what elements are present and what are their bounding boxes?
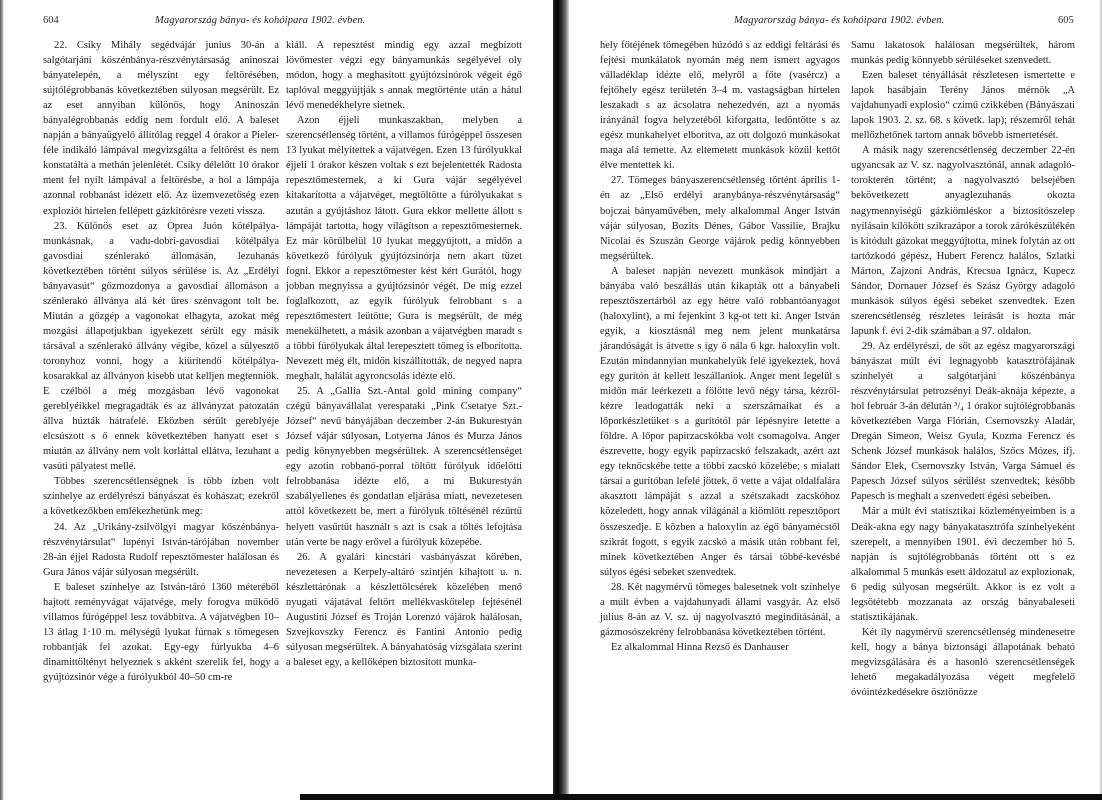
paragraph: Többes szerencsétlenségnek is több ízben volt színhelye az erdélyrészi bányászat és kohászat; ezekről a következőkben emlékezhetünk meg:: [43, 476, 279, 518]
paragraph: 25. A „Gallia Szt.-Antal gold mining company“ czégű bányavállalat verespataki „Pink Csetatye Szt.-József“ nevű bányájában deczember 2-án Bukurestyán József vájár súlyosan, Lotyerna János és Murza János pedig könynyebben megsérültek. A szerencsétlenséget egy azotin robbanó-porral töltött fúrólyuk időelőtti felrobbanása idézte elő, a mi Bukurestyán szabályellenes és gondatlan eljárása miatt, nevezetesen attól következett be, mert a fúrólyuk töltésénél rézűrtű helyett vasűrtűt használt s azt is csak a töltés lefojtása után verte be nagy erővel a fúrólyuk közepébe.: [286, 386, 522, 548]
paragraph: 23. Különös eset az Oprea Juón kötélpálya-munkásnak, a vadu-dobri-gavosdiai kötélpálya gavosdiai szénlerakó állomásán, lezuhanás következtében történt súlyos sérülése is. Az „Erdélyi bányavasút“ gőzmozdonya a gavosdiai állomáson a szénlerakó állványa alá két üres szénvagont tolt be. Miután a gőzgép a vagonokat elhagyta, azokat még mozgási állapotjukban igyekezett sérült egy másik társával a szénlerakó állvány végibe, közel a sülyesztő toronyhoz vonni, hogy a kiürítendő kötélpálya-kosarakkal az állványon kisebb utat kelljen megtenniök. E czélból a még mozgásban lévő vagonokat gereblyéikkel megragadták és az állványzat patozatán állva húzták hátrafelé. Eközben sérült gereblyéje elcsúszott s ő ennek következtében hanyatt eset s miután az állvány nem volt korláttal ellátva, lezuhant a vasúti pályatest mellé.: [43, 220, 279, 473]
paragraph: 29. Az erdélyrészi, de sőt az egész magyarországi bányászat múlt évi legnagyobb katasztrófájának színhelyét a salgótarjáni kőszénbánya részvénytársulat petrozsényi Deák-aknája képezte, a hol február 3-án délután ³/₄ 1 órakor sujtólégrobbanás következtében Varga Flórián, Csernovszky Aladár, Dregán Simeon, Weisz Gyula, Kozma Ferencz és Schenk József munkások halálos, Szőcs Mózes, ifj. Sándor Elek, Csernovszky István, Varga Sámuel és Papesch József súlyos sérülést szenvedtek; később Papesch is meghalt a szenvedett égési sebeiben.: [851, 340, 1075, 503]
running-head: Magyarország bánya- és kohóipara 1902. évben.: [155, 15, 366, 26]
page-605: [569, 0, 1102, 800]
book-spine-gutter: [553, 0, 569, 800]
text-column-right: [851, 38, 1075, 700]
paragraph: Azon éjjeli munkaszakban, melyben a szerencsétlenség történt, a villamos fúrógéppel összesen 13 lyukat mélyítettek a vájatvégen. Ezen 13 fúrólyukkal éjjeli 1 órakor készen voltak s ezt bejelentették Radosta repesztőmesternek, a ki Gura vájár segélyével kitakarította a vájatvéget, megtöltötte a fúrólyukakat s azután a gyújtáshoz látott. Gura ekkor mellette állott s lámpáját tartotta, hogy világítson a repesztőmesternek. Ez már körülbelül 10 lyukat meggyújtott, a midőn a következő fúrólyuk gyújtózsinórja nem akart tüzet fogni. Ekkor a repesztőmester kést kért Gurától, hogy jobban megnyissa a gyújtózsinór végét. De míg ezzel foglalkozott, az egyik fúrólyuk felrobbant s a repesztőmestert leütötte; Gura is megsérült, de még menekülhetett, a másik azonban a vájatvégben maradt s a többi fúrólyukak által lerepesztett tömeg is elborította. Nevezett még élt, midőn kiszállították, de negyed napra meghalt, halálát agyroncsolás idézte elő.: [286, 115, 522, 383]
text-column-right: [286, 38, 522, 670]
running-head: Magyarország bánya- és kohóipara 1902. évben.: [734, 15, 945, 26]
text-column-left: [43, 38, 279, 685]
paragraph: Ezen baleset tényállását részletesen ismertette e lapok hasábjain Terény János mérnök „A vajdahunyadi explosio“ czímű czikkében (Bányászati lapok 1903. 2. sz. 68. s követk. lap); részemről tehát mellőzhetőnek tartom annak bővebb ismertetését.: [851, 70, 1075, 142]
paragraph: Ez alkalommal Hinna Rezső és Danhauser: [611, 641, 789, 653]
paragraph: A másik nagy szerencsétlenség deczember 22-én ugyancsak az V. sz. nagyolvasztónál, annak adagoló-torokterén történt; a nagyolvasztó belsejében bekövetkezett anyaglezuhanás okozta nagymennyiségű gázkiömléskor a biztosítószelep nyílásain kilökött szikrazápor a torok zárókészülékén is kitódult gázokat meggyújtotta, minek folytán az ott tartózkodó gépész, Hubert Ferencz halálos, Szlatki Márton, Zajzoni András, Krecsua Ignácz, Kupecz Sándor, Dornauer József és Szász György adagoló munkások súlyos égési sebeket szenvedtek. Ezen szerencsétlenség részletes leírását is hozta már lapunk f. évi 2-dik számában a 97. oldalon.: [851, 145, 1075, 337]
paragraph: Samu lakatosok halálosan megsérültek, három munkás pedig könnyebb sérüléseket szenvedett.: [851, 40, 1075, 67]
paragraph: 27. Tömeges bányaszerencsétlenség történt április 1-én az „Első erdélyi aranybánya-részvénytársaság“ bojczai bányaművében, mely alkalommal Anger István vájár súlyosan, Bozits Dénes, Gábor Vassilie, Brajku Nicolai és Szuszán George vájárok pedig könnyebben megsérültek.: [600, 175, 840, 262]
paragraph: Már a múlt évi statisztikai közleményeimben is a Deák-akna egy nagy bányakatasztrófa színhelyeként szerepelt, a mennyiben 1901. évi deczember hó 5. napján is sujtólégrobbanás történt ott s ez alkalommal 5 munkás esett áldozatul az explozionak, 6 pedig súlyosan megsérült. Akkor is ez volt a legsötétebb mozzanata az ország bányabaleseti statisztikájának.: [851, 506, 1075, 623]
page-edge-shadow-bottom: [300, 794, 1102, 800]
paragraph: kiáll. A repesztést mindig egy azzal megbízott lövőmester végzi egy bányamunkás segélyével oly módon, hogy a meghasított gyújtózsinórok végeit égő taplóval meggyújtják s annak megtörténte után a hátul lévő menedékhelyre sietnek.: [286, 40, 522, 112]
paragraph: 24. Az „Urikány-zsilvölgyi magyar kőszénbánya-részvénytársulat“ lupényi István-tárójában november 28-án éjjel Radosta Rudolf repesztőmester halálosan és Gura János vájár súlyosan megsérült.: [43, 521, 279, 578]
paragraph: E baleset színhelye az István-táró 1360 méteréből hajtott reményvágat vájatvége, mely forogva működő villamos fúrógéppel lesz továbbítva. A vájatvégben 10–13 átlag 1·10 m. mélységű lyukat fúrnak s tömegesen robbantják fel azokat. Egy-egy fúrlyukba 4–6 dinamittöltényt helyeznek s akként szerelik fel, hogy a gyújtózsinór vége a fúrólyukból 40–50 cm-re: [43, 581, 279, 683]
paragraph: A baleset napján nevezett munkások mindjárt a bányába való beszállás után kikapták ott a bányabeli repesztőszertárból az egy hétre való robbantóanyagot (haloxylint), a mi fejenkint 3 kg-ot tett ki. Anger István egyik, a kiosztásnál meg nem jelent munkatársa járandóságát is átvette s így ő nála 6 kgr. haloxylin volt. Ezután mindannyian munkahelyük felé igyekeztek, hová egy gurítón át kellett leszállaniok. Anger ment legelül s midőn már leérkezett a fölötte levő négy társa, kézről-kézre leadogatták neki a szerszámaikat és a lőporkészletüket s a gurítótól pár lépésnyire letette a földre. A lőpor papirzacskókba volt csomagolva. Anger észrevette, hogy egyik papirzacskó felszakadt, azért azt egy teknőcskébe tette a többi zacskó közelébe; s mialatt társai a gurítóban lefelé jöttek, ő vette a vájat oldalfalára akasztott lámpáját s azzal a szétszakadt zacskóhoz közeledett, hogy annak világánál a kiömlött repesztőport összeszedje. E közben a haloxylin az égő bányamécstől szikrát fogott, s egyik zacskó a másik után robbant fel, minek következtében Anger és társai többé-kevésbé súlyos égési sebeket szenvedtek.: [600, 265, 840, 578]
paragraph: hely főtéjének tömegében húzódó s az eddigi feltárási és fejtési munkálatok nyomán még nem ismert agyagos válladéklap idézte elő, melyről a főte (vasércz) a fejtőhely egész területén 3–4 m. vastagságban hirtelen leszakadt s az ácsolatra nehezedvén, azt a nyomás irányánál fogva helyzetéből kiforgatta, ledöntötte s az egész munkahelyet elborítva, az ott dolgozó munkásokat maga alá temette. Az eltemetett munkások közül kettőt élve mentettek ki.: [600, 40, 840, 172]
page-number: 605: [1058, 15, 1074, 26]
paragraph: 26. A gyalári kincstári vasbányászat körében, nevezetesen a Kerpely-altáró szintjén kihajtott u. n. készlettárónak a készlettölcsérek közelében menő nyugati vájatával feltört mellékvaskőtelep fejtésénél Augustini József és Troján Lorenzó vájárok halálosan, Szvejkovszky Ferencz és Fantini Antonio pedig súlyosan megsérültek. A bányahatóság vizsgálata szerint a baleset egy, a kellőképen biztosított munka-: [286, 551, 522, 668]
paragraph: 22. Csiky Mihály segédvájár junius 30-án a salgótarjáni kőszénbánya-részvénytársaság aninoszai bányatelepén, a mélyszínt egy feltörésében, sújtólégrobbanás következtében súlyosan megsérült. Ez az eset annyiban különös, hogy Aninoszán bányalégrobbanás eddig nem fordult elő. A baleset napján a bányaügyelő állítólag reggel 4 órakor a Pieler-féle indikáló lámpával megvizsgálta a feltörést és nem konstatálta a methán jelenlétét. Csiky délelőtt 10 órakor ment fel nyílt lámpával a feltörésbe, a hol a lámpája azonnal robbanást idézett elő. Az üzemvezetőség ezen exploziót hirtelen fellépett gázkitörésre vezeti vissza.: [43, 40, 279, 217]
paragraph: Két ily nagymérvű szerencsétlenség mindenesetre kell, hogy a bánya biztonsági állapotának beható megvizsgálására és a hasonló szerencsétlenségek lehető megakadályozása végett megfelelő óvóintézkedésekre ösztönözze: [851, 626, 1075, 699]
text-column-left: [600, 38, 840, 655]
paragraph: 28. Két nagymérvű tömeges balesetnek volt színhelye a múlt évben a vajdahunyadi állami vasgyár. Az első julius 8-án az V. sz. új nagyolvasztó megindításánál, a gázmosószekrény felrobbanása következtében történt.: [600, 581, 840, 638]
page-number: 604: [43, 15, 59, 26]
